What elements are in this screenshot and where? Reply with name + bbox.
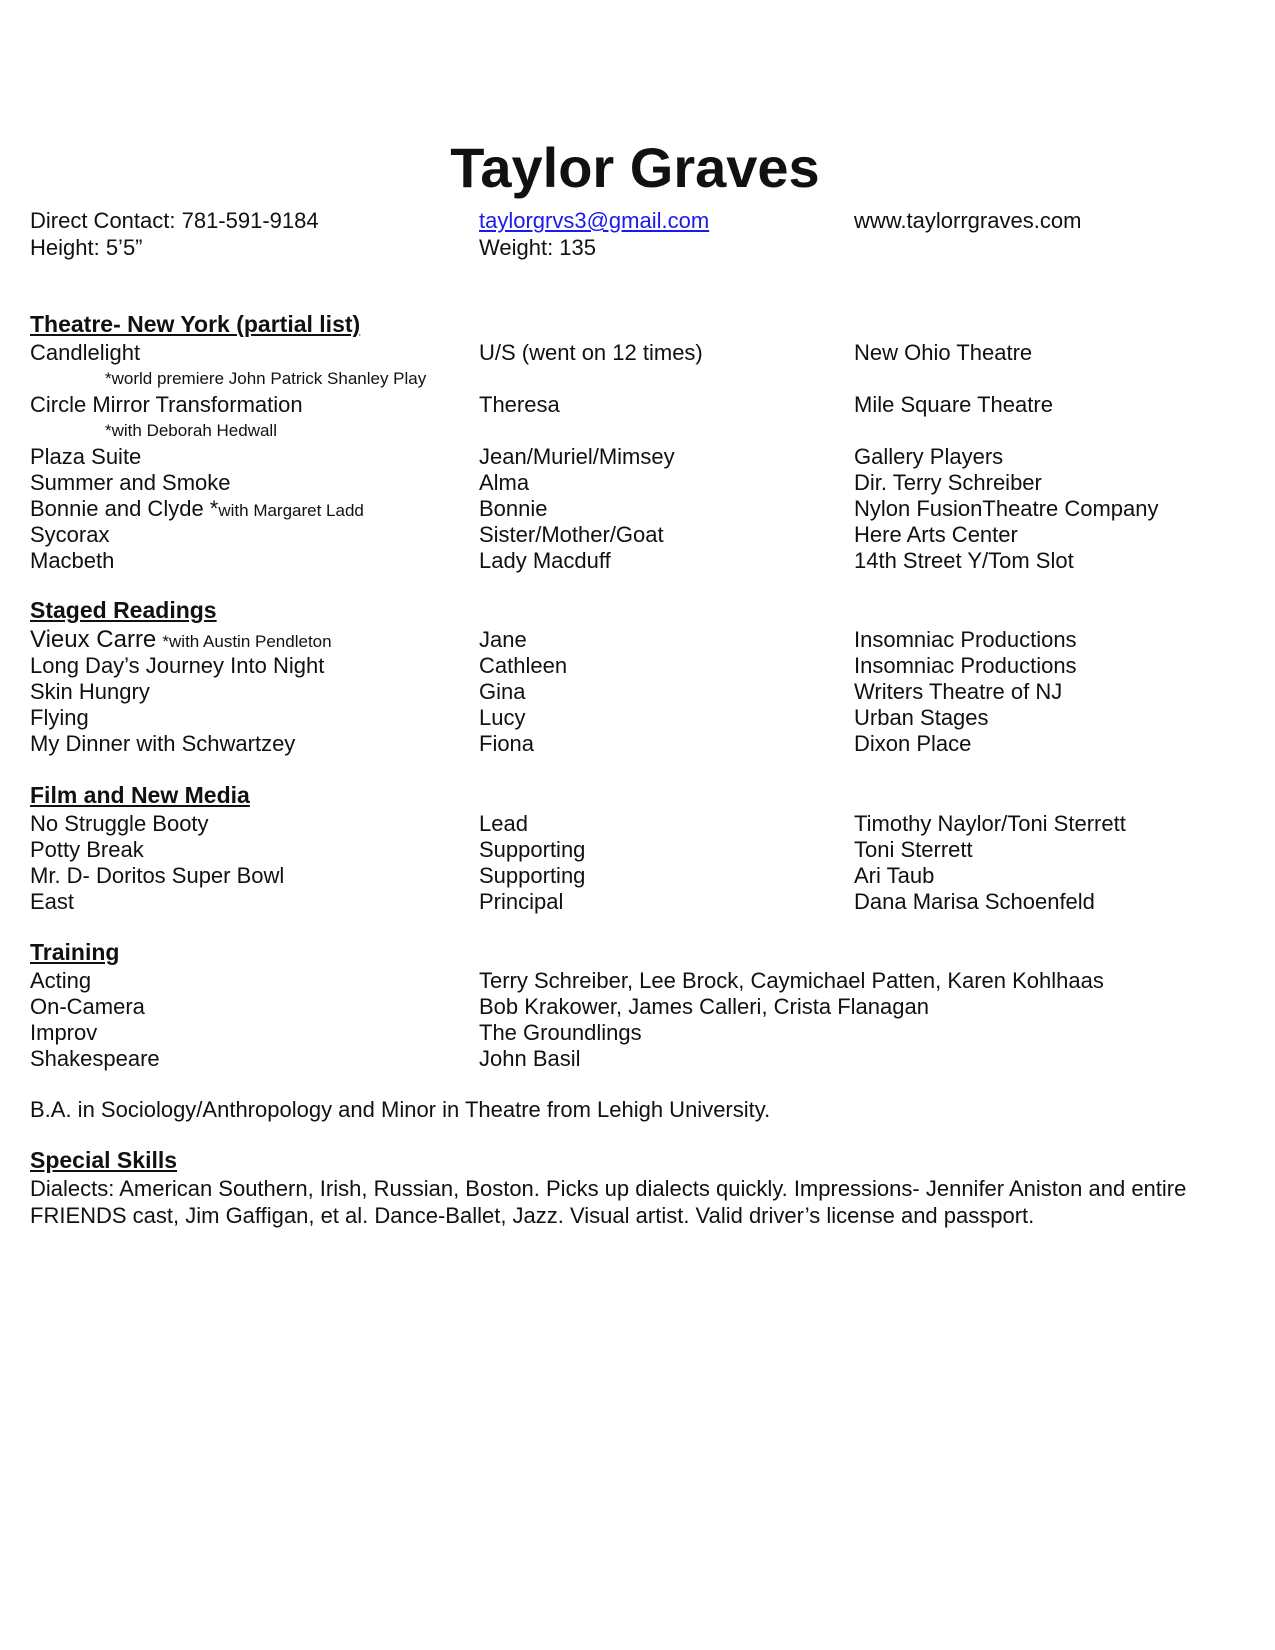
training-subject: Acting [30,968,92,993]
credit-company: Dixon Place [854,731,972,756]
credit-row [30,704,1255,731]
credit-company: Writers Theatre of NJ [854,679,1063,704]
credit-title: East [30,889,75,914]
credit-note: *with Deborah Hedwall [105,421,277,440]
credit-title: Mr. D- Doritos Super Bowl [30,863,285,888]
credit-role: Lead [479,811,528,836]
credit-company: Urban Stages [854,705,989,730]
credit-role: Bonnie [479,496,548,521]
credit-title: Candlelight [30,340,141,365]
credit-title: Long Day’s Journey Into Night [30,653,325,678]
resume-name: Taylor Graves [450,136,820,199]
credit-company: Ari Taub [854,863,935,888]
credit-row [30,678,1255,705]
credit-title: Circle Mirror Transformation [30,392,303,417]
credit-role: Lucy [479,705,526,730]
skills-heading: Special Skills [30,1147,178,1173]
credit-company: 14th Street Y/Tom Slot [854,548,1074,573]
credit-title: My Dinner with Schwartzey [30,731,296,756]
training-subject: Improv [30,1020,98,1045]
training-row [30,1019,1255,1046]
credit-role: Supporting [479,837,586,862]
credit-title-note: with Margaret Ladd [218,501,364,520]
credit-role: Jean/Muriel/Mimsey [479,444,675,469]
credit-company: Insomniac Productions [854,653,1077,678]
credit-role: Fiona [479,731,535,756]
credit-title-note: *with Austin Pendleton [162,632,332,651]
credit-row [30,836,1255,863]
credit-company: New Ohio Theatre [854,340,1033,365]
training-teachers: Bob Krakower, James Calleri, Crista Flanagan [479,994,929,1019]
credit-row [30,888,1255,915]
credit-row [30,469,1255,496]
website-text: www.taylorrgraves.com [854,208,1082,233]
credit-row [30,730,1255,757]
credit-row [30,391,1255,418]
credit-row [30,495,1255,522]
skills-text: Dialects: American Southern, Irish, Russian, Boston. Picks up dialects quickly. Impressions- Jennifer Aniston and entire FRIENDS cast, Jim Gaffigan, et al. Dance-Ballet, Jazz. Visual artist. Valid driver’s license and passport. [30,1176,1187,1228]
contact-row-2 [30,234,1255,261]
credit-role: Alma [479,470,530,495]
credit-note: *world premiere John Patrick Shanley Play [105,369,427,388]
credit-row [30,652,1255,679]
credit-row [30,443,1255,470]
credit-company: Mile Square Theatre [854,392,1053,417]
credit-title: Skin Hungry [30,679,150,704]
credit-role: Cathleen [479,653,568,678]
training-heading: Training [30,939,120,965]
training-teachers: Terry Schreiber, Lee Brock, Caymichael Patten, Karen Kohlhaas [479,968,1104,993]
direct-contact: Direct Contact: 781-591-9184 [30,208,319,233]
credit-title-text: Vieux Carre [30,626,157,653]
training-row [30,967,1255,994]
credit-company: Timothy Naylor/Toni Sterrett [854,811,1126,836]
training-row [30,993,1255,1020]
credit-title: Flying [30,705,89,730]
contact-row-1 [30,207,1255,234]
film-heading: Film and New Media [30,782,250,808]
credit-company: Nylon FusionTheatre Company [854,496,1159,521]
credit-row [30,547,1255,574]
credit-role: Jane [479,627,527,652]
credit-title: Plaza Suite [30,444,142,469]
training-subject: Shakespeare [30,1046,160,1071]
credit-company: Dana Marisa Schoenfeld [854,889,1095,914]
education-text: B.A. in Sociology/Anthropology and Minor in Theatre from Lehigh University. [30,1097,771,1122]
credit-title: Summer and Smoke [30,470,231,495]
credit-title [30,626,332,655]
training-row [30,1045,1255,1072]
theatre-heading: Theatre- New York (partial list) [30,311,361,337]
training-teachers: John Basil [479,1046,581,1071]
credit-title: No Struggle Booty [30,811,209,836]
credit-company: Gallery Players [854,444,1004,469]
credit-role: Supporting [479,863,586,888]
training-subject: On-Camera [30,994,145,1019]
height-text: Height: 5’5” [30,235,143,260]
credit-row [30,862,1255,889]
credit-title: Sycorax [30,522,110,547]
credit-row [30,810,1255,837]
credit-row [30,626,1255,653]
credit-title: Macbeth [30,548,115,573]
credit-title [30,495,364,524]
credit-row [30,521,1255,548]
training-teachers: The Groundlings [479,1020,642,1045]
credit-role: Lady Macduff [479,548,611,573]
readings-heading: Staged Readings [30,597,217,623]
credit-role: Principal [479,889,564,914]
credit-role: U/S (went on 12 times) [479,340,703,365]
credit-company: Insomniac Productions [854,627,1077,652]
weight-text: Weight: 135 [479,235,597,260]
credit-title-text: Bonnie and Clyde * [30,496,219,521]
credit-company: Dir. Terry Schreiber [854,470,1042,495]
credit-role: Sister/Mother/Goat [479,522,664,547]
credit-role: Theresa [479,392,560,417]
credit-row [30,339,1255,366]
credit-role: Gina [479,679,526,704]
credit-company: Here Arts Center [854,522,1018,547]
email-link[interactable]: taylorgrvs3@gmail.com [479,208,710,233]
credit-title: Potty Break [30,837,144,862]
credit-company: Toni Sterrett [854,837,973,862]
